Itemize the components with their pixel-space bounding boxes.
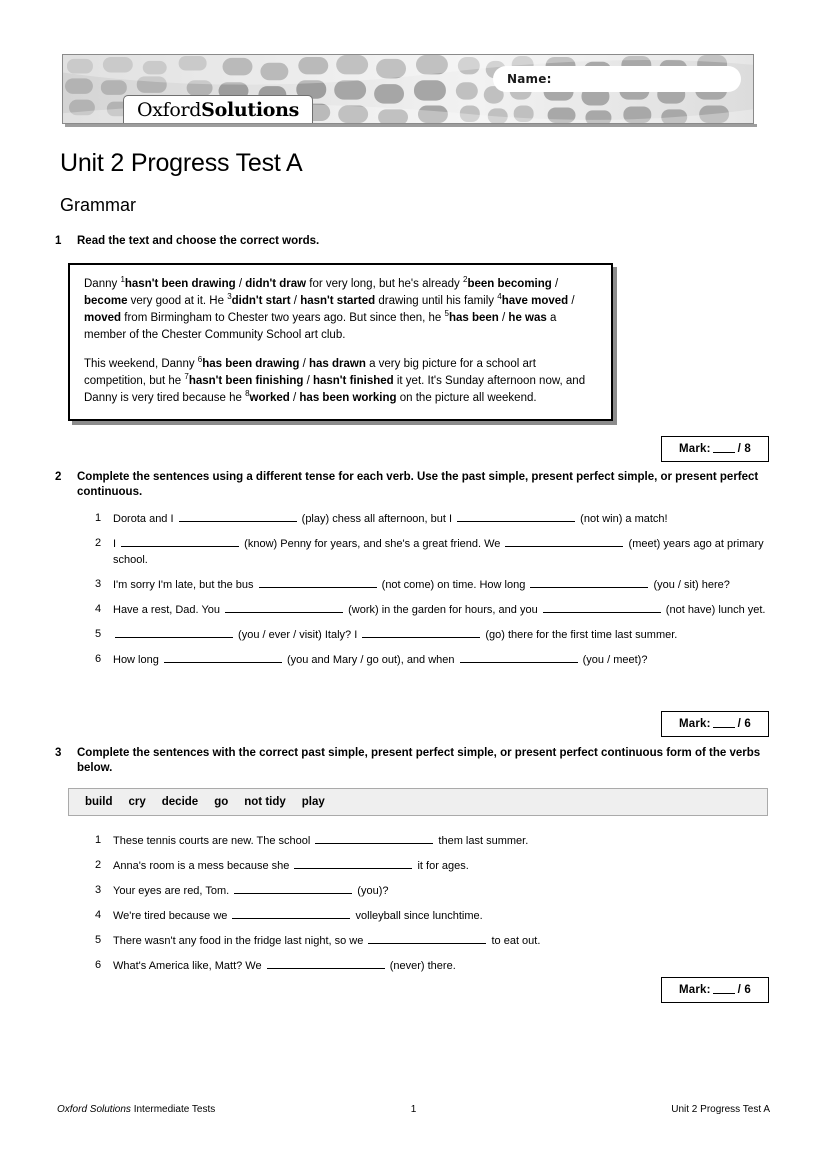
item-text [113,882,770,899]
item-text [113,626,770,643]
choice-option[interactable]: didn't draw [245,278,307,290]
mark-total-3: / 6 [737,984,752,996]
sentence-text: We're tired because we [113,910,231,922]
footer-series-title: Oxford Solutions [57,1104,131,1115]
item-number: 2 [95,859,102,871]
reading-text-box [68,263,613,421]
exercise-1-header [55,234,770,249]
item-number: 4 [95,603,102,615]
item-text [113,907,770,924]
body-text: on the picture all weekend. [396,392,537,404]
body-text: a member of the Chester Community School art club. [84,312,557,341]
body-text: / [551,278,559,290]
list-item [95,576,770,593]
exercise-2-number: 2 [55,471,62,483]
body-text: / [568,295,575,307]
choice-option[interactable]: he was [508,312,547,324]
word-bank [68,788,768,816]
option-number: 5 [444,309,449,319]
list-item [95,857,770,874]
list-item [95,932,770,949]
item-number: 6 [95,653,102,665]
choice-option[interactable]: worked [249,392,290,404]
choice-option[interactable]: moved [84,312,122,324]
answer-blank[interactable] [232,907,350,919]
footer-series-rest: Intermediate Tests [130,1104,216,1115]
answer-blank[interactable] [164,651,282,663]
item-number: 3 [95,578,102,590]
body-text: Danny [84,278,121,290]
body-text: This weekend, Danny [84,358,198,370]
option-number: 7 [184,372,189,382]
choice-option[interactable]: become [84,295,128,307]
sentence-text: it for ages. [414,860,469,872]
sentence-text: I'm sorry I'm late, but the bus [113,579,257,591]
list-item [95,626,770,643]
choice-option[interactable]: has been working [299,392,397,404]
mark-label-2: Mark: [678,718,711,730]
sentence-text: (never) there. [386,960,456,972]
list-item [95,510,770,527]
exercise-3-header [55,746,770,776]
answer-blank[interactable] [115,626,233,638]
sentence-text: (not have) lunch yet. [662,604,766,616]
answer-blank[interactable] [505,535,623,547]
sentence-text: (you / sit) here? [650,579,730,591]
answer-blank[interactable] [259,576,377,588]
item-number: 6 [95,959,102,971]
option-number: 1 [120,275,125,285]
sentence-text: (you and Mary / go out), and when [283,654,458,666]
option-number: 3 [227,292,232,302]
item-text [113,651,770,668]
body-text: / [290,295,301,307]
item-text [113,510,770,527]
item-text [113,957,770,974]
sentence-text: them last summer. [435,835,529,847]
option-number: 2 [462,275,468,285]
item-number: 1 [95,512,102,524]
answer-blank[interactable] [315,832,433,844]
sentence-text: Have a rest, Dad. You [113,604,224,616]
sentence-text: (meet) years ago at primary school. [113,538,764,566]
item-text [113,601,770,618]
mark-box-exercise-1 [661,436,769,462]
page-footer [57,1104,770,1115]
word-bank-item[interactable]: play [301,796,325,808]
sentence-text: Your eyes are red, Tom. [113,885,233,897]
header-banner [62,54,754,124]
answer-blank[interactable] [460,651,578,663]
choice-option[interactable]: hasn't finished [312,375,394,387]
mark-blank-2[interactable] [713,716,735,728]
exercise-2 [55,470,770,676]
item-text [113,535,770,568]
oxford-solutions-logo [123,95,313,124]
sentence-text: (you / ever / visit) Italy? I [235,629,361,641]
sentence-text: (you)? [354,885,389,897]
answer-blank[interactable] [294,857,412,869]
option-number: 6 [197,355,203,365]
exercise-3-number: 3 [55,747,62,759]
item-number: 3 [95,884,102,896]
sentence-text: volleyball since lunchtime. [352,910,483,922]
sentence-text: How long [113,654,162,666]
choice-option[interactable]: have moved [501,295,569,307]
answer-blank[interactable] [362,626,480,638]
footer-page-number: 1 [410,1104,417,1115]
reading-paragraph-1 [84,276,597,344]
answer-blank[interactable] [457,510,575,522]
mark-box-exercise-2 [661,711,769,737]
sentence-text: (not win) a match! [577,513,668,525]
sentence-text: There wasn't any food in the fridge last night, so we [113,935,367,947]
mark-blank-3[interactable] [713,982,735,994]
footer-test-name: Unit 2 Progress Test A [671,1104,770,1115]
section-heading: Grammar [60,195,136,215]
choice-option[interactable]: been becoming [467,278,552,290]
answer-blank[interactable] [225,601,343,613]
choice-option[interactable]: has been [448,312,499,324]
logo-solutions-text: Solutions [201,99,300,121]
answer-blank[interactable] [543,601,661,613]
exercise-2-items [55,510,770,668]
word-bank-item[interactable]: go [214,796,229,808]
answer-blank[interactable] [234,882,352,894]
sentence-text: (you / meet)? [579,654,648,666]
sentence-text: I [113,538,120,550]
choice-option[interactable]: has drawn [308,358,366,370]
mark-total-1: / 8 [737,443,752,455]
sentence-text: What's America like, Matt? We [113,960,265,972]
list-item [95,882,770,899]
word-bank-item[interactable]: not tidy [244,796,286,808]
choice-option[interactable]: hasn't been drawing [124,278,236,290]
list-item [95,535,770,568]
body-text: / [289,392,300,404]
item-number: 2 [95,537,102,549]
body-text: very good at it. He [127,295,228,307]
mark-blank-1[interactable] [713,441,735,453]
body-text: a very big picture for a school art competition, but he [84,358,536,387]
body-text: / [303,375,313,387]
mark-box-exercise-3 [661,977,769,1003]
name-field[interactable] [493,66,741,92]
body-text: drawing until his family [375,295,498,307]
answer-blank[interactable] [179,510,297,522]
item-text [113,576,770,593]
answer-blank[interactable] [121,535,239,547]
sentence-text: (play) chess all afternoon, but I [298,513,456,525]
item-number: 4 [95,909,102,921]
exercise-2-header [55,470,770,500]
item-number: 1 [95,834,102,846]
sentence-text: (not come) on time. How long [378,579,529,591]
answer-blank[interactable] [368,932,486,944]
mark-label-3: Mark: [678,984,711,996]
choice-option[interactable]: didn't start [231,295,291,307]
body-text: from Birmingham to Chester two years ago. But since then, he [121,312,445,324]
sentence-text: (work) in the garden for hours, and you [345,604,541,616]
exercise-1 [55,234,770,421]
page-title: Unit 2 Progress Test A [60,149,303,177]
sentence-text: Dorota and I [113,513,177,525]
list-item [95,651,770,668]
reading-box-inner [68,263,613,421]
logo-oxford-text: Oxford [136,99,202,121]
choice-option[interactable]: hasn't started [300,295,376,307]
option-number: 8 [245,389,250,399]
exercise-2-instruction: Complete the sentences using a different tense for each verb. Use the past simple, present perfect simple, or present perfect continuous. [77,471,759,498]
answer-blank[interactable] [267,957,385,969]
exercise-3 [55,746,770,982]
choice-option[interactable]: hasn't been finishing [188,375,304,387]
exercise-1-number: 1 [55,235,62,247]
answer-blank[interactable] [530,576,648,588]
list-item [95,907,770,924]
mark-total-2: / 6 [737,718,752,730]
body-text: / [299,358,309,370]
exercise-3-items [55,832,770,974]
name-label: Name: [507,72,552,86]
sentence-text: (go) there for the first time last summer. [482,629,678,641]
item-text [113,932,770,949]
list-item [95,957,770,974]
word-bank-item[interactable]: cry [128,796,146,808]
choice-option[interactable]: has been drawing [202,358,300,370]
mark-label-1: Mark: [678,443,711,455]
sentence-text: Anna's room is a mess because she [113,860,293,872]
banner-drop-shadow [65,124,757,127]
body-text: for very long, but he's already [306,278,463,290]
word-bank-item[interactable]: decide [161,796,199,808]
body-text: / [498,312,509,324]
item-text [113,832,770,849]
sentence-text: (know) Penny for years, and she's a great friend. We [241,538,504,550]
list-item [95,832,770,849]
item-text [113,857,770,874]
word-bank-item[interactable]: build [85,796,113,808]
item-number: 5 [95,934,102,946]
item-number: 5 [95,628,102,640]
option-number: 4 [497,292,502,302]
reading-paragraph-2 [84,356,597,407]
exercise-1-instruction: Read the text and choose the correct words. [77,235,320,247]
list-item [95,601,770,618]
sentence-text: to eat out. [488,935,541,947]
body-text: it yet. It's Sunday afternoon now, and Danny is very tired because he [84,375,586,404]
body-text: / [235,278,246,290]
exercise-3-instruction: Complete the sentences with the correct past simple, present perfect simple, or present perfect continuous form of the verbs below. [77,747,761,774]
sentence-text: These tennis courts are new. The school [113,835,314,847]
